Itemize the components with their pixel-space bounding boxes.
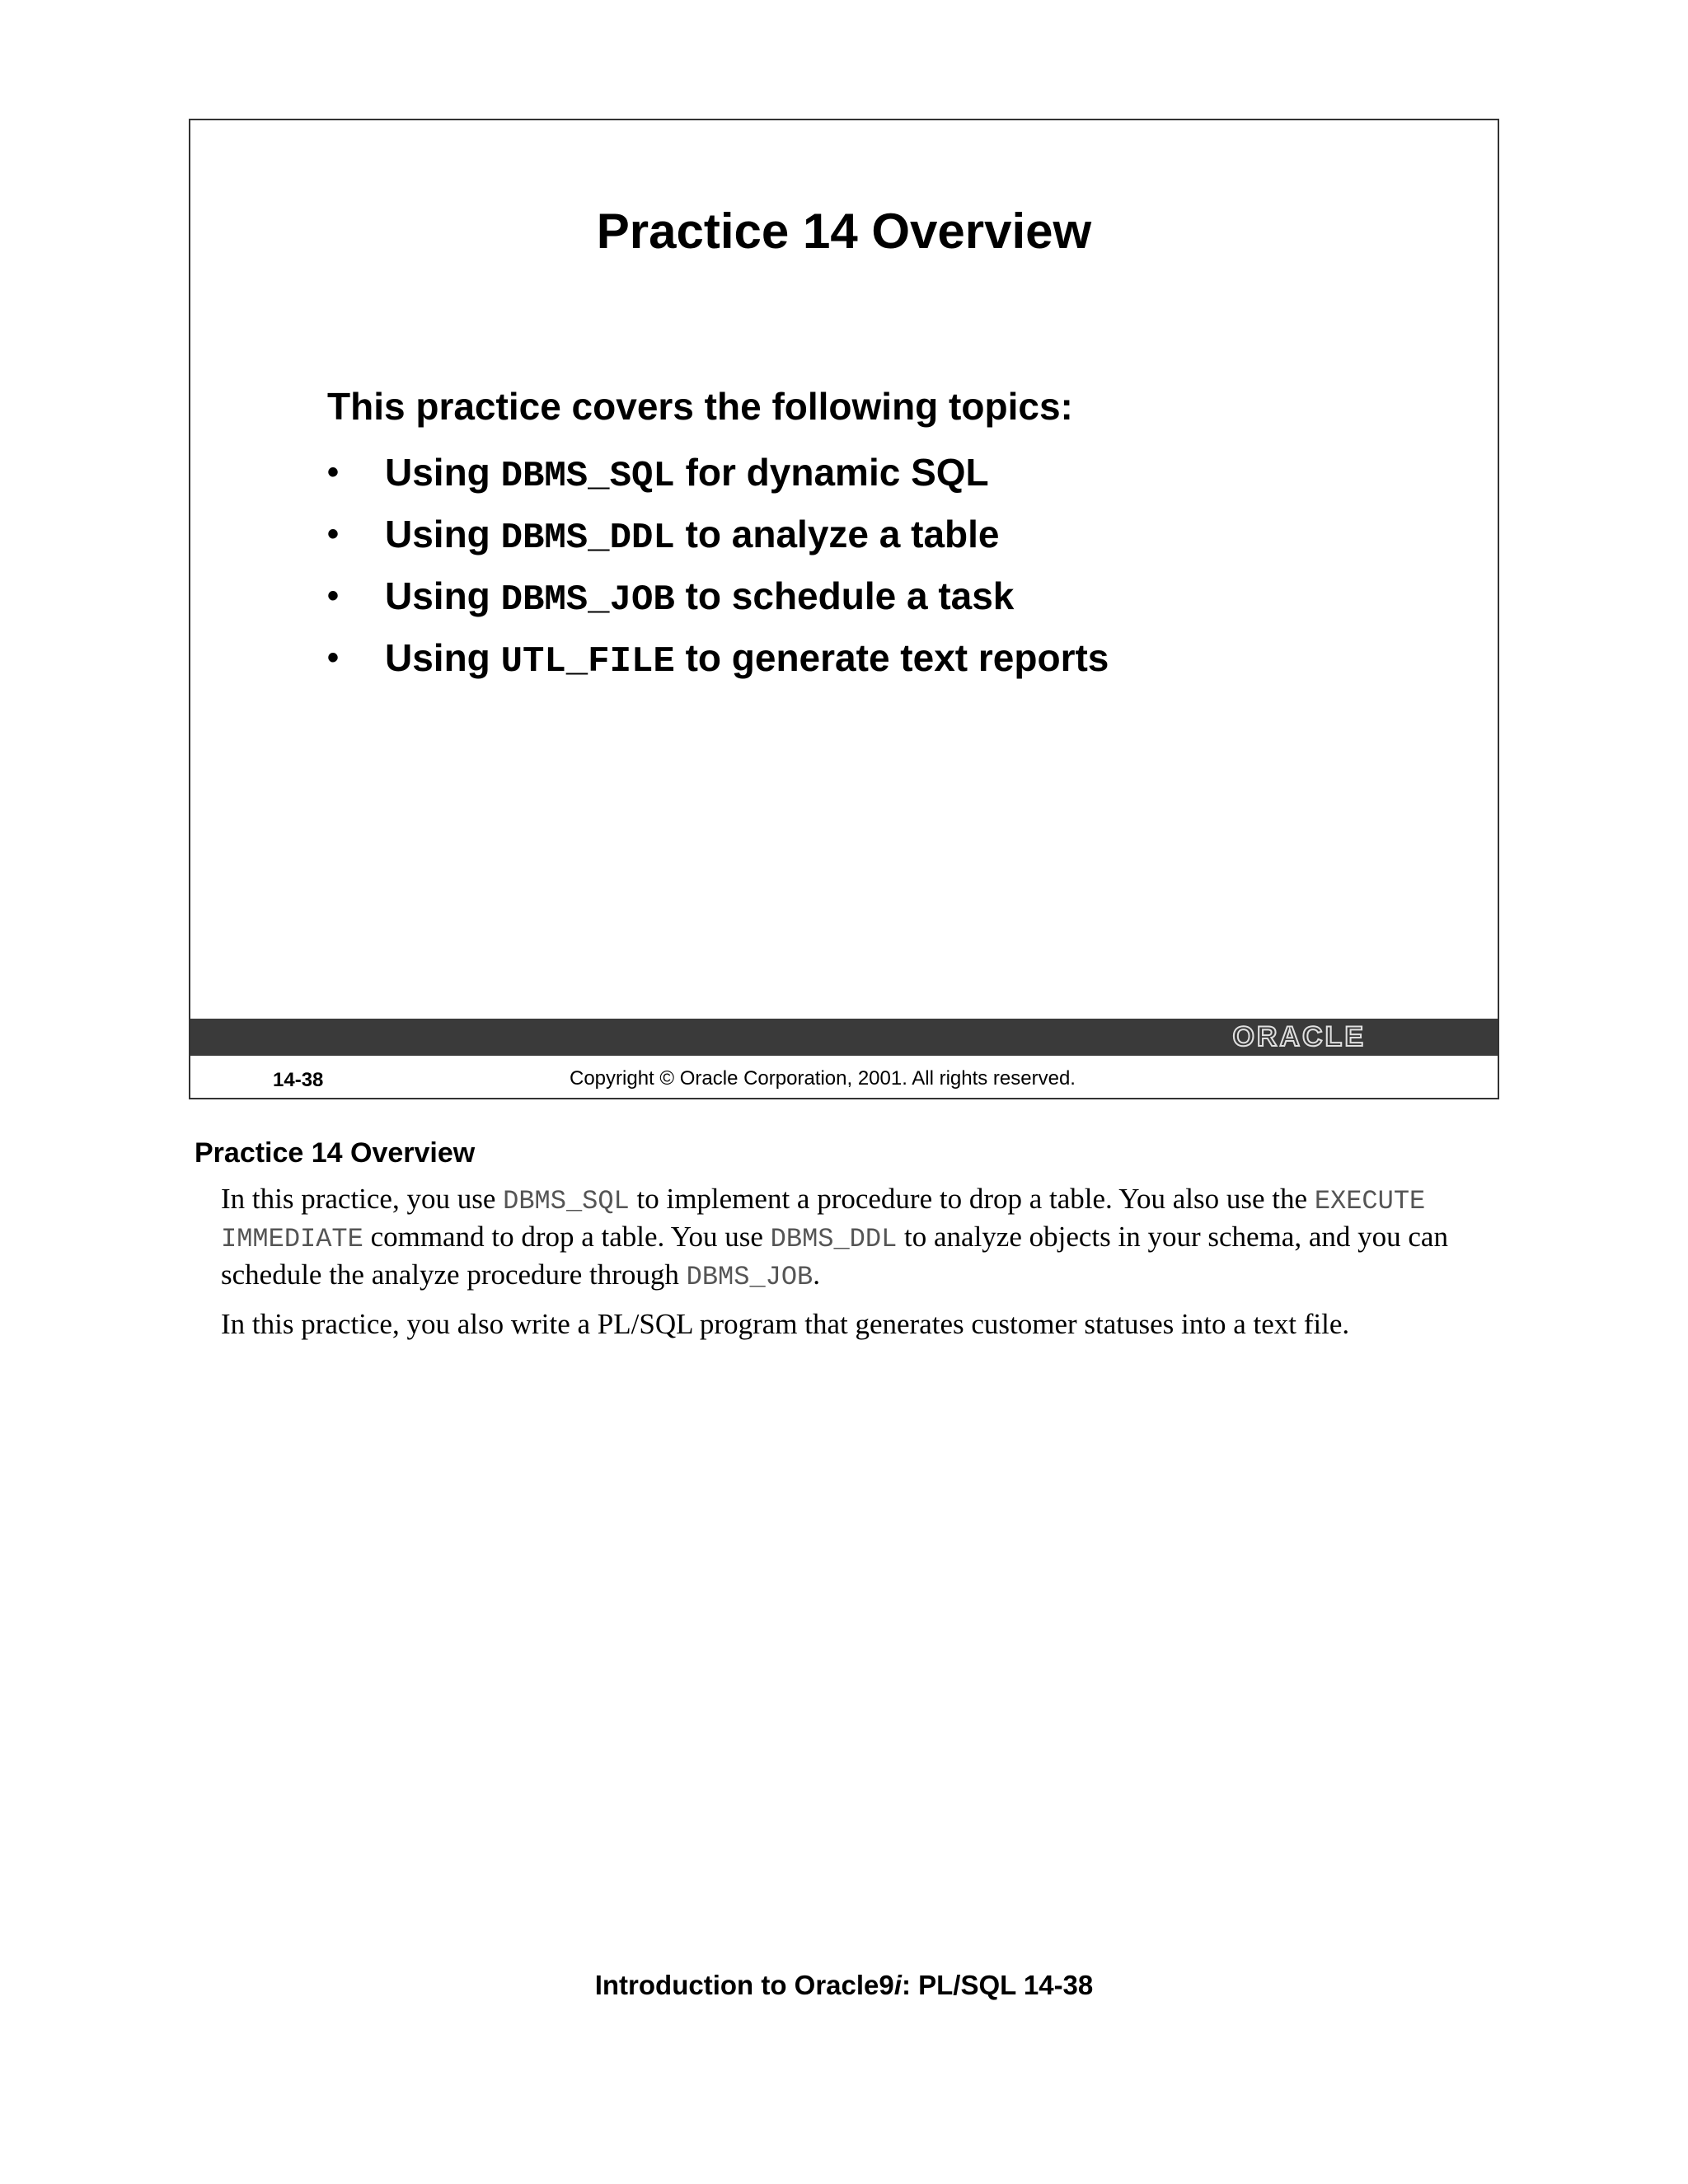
notes-paragraph: In this practice, you also write a PL/SQL program that generates customer statuses into a text file. (221, 1308, 1350, 1340)
notes-text: . (813, 1258, 820, 1291)
slide-footer-bar (190, 1019, 1498, 1056)
code-term: DBMS_JOB (686, 1262, 814, 1292)
footer-text: Introduction to Oracle9 (594, 1970, 894, 2000)
list-item (327, 442, 1109, 504)
bullet-text: to generate text reports (674, 636, 1109, 679)
list-item (327, 504, 1109, 565)
slide-number: 14-38 (273, 1069, 324, 1091)
bullet-text: Using (385, 451, 501, 494)
list-item (327, 565, 1109, 627)
list-item (327, 627, 1109, 689)
oracle-logo: ORACLE (1232, 1021, 1366, 1052)
topic-list (327, 442, 1109, 689)
code-term: DBMS_DDL (770, 1224, 898, 1254)
footer-text: : PL/SQL 14-38 (901, 1970, 1094, 2000)
slide-frame (189, 119, 1499, 1099)
notes-text: command to drop a table. You use (363, 1221, 771, 1253)
copyright-notice: Copyright © Oracle Corporation, 2001. All rights reserved. (570, 1067, 1076, 1090)
bullet-icon: • (327, 454, 340, 490)
code-term: DBMS_SQL (503, 1186, 630, 1216)
notes-paragraph (221, 1181, 1497, 1295)
slide-footer (190, 1056, 1498, 1099)
code-term: DBMS_DDL (500, 518, 675, 559)
bullet-text: to analyze a table (674, 513, 1000, 555)
code-term: DBMS_SQL (500, 456, 675, 497)
code-term: DBMS_JOB (500, 579, 675, 621)
bullet-text: to schedule a task (674, 574, 1015, 617)
bullet-text: for dynamic SQL (674, 451, 989, 494)
bullet-text: Using (385, 574, 501, 617)
slide-title: Practice 14 Overview (596, 204, 1092, 259)
notes-text: In this practice, you use (221, 1183, 504, 1215)
code-term: UTL_FILE (500, 641, 675, 682)
bullet-icon: • (327, 516, 340, 552)
notes-text: to analyze objects in your schema, and you can schedule the analyze procedure through (221, 1221, 1448, 1291)
footer-italic: i (893, 1970, 902, 2000)
notes-section (195, 1137, 1497, 1342)
bullet-text: Using (385, 636, 501, 679)
code-term: EXECUTE IMMEDIATE (221, 1186, 1426, 1254)
bullet-icon: • (327, 578, 340, 614)
bullet-text: Using (385, 513, 501, 555)
bullet-icon: • (327, 640, 340, 676)
notes-heading: Practice 14 Overview (195, 1137, 476, 1169)
slide-intro: This practice covers the following topics: (327, 385, 1073, 428)
page-footer (0, 1970, 1688, 2001)
notes-text: to implement a procedure to drop a table. You also use the (629, 1183, 1315, 1215)
